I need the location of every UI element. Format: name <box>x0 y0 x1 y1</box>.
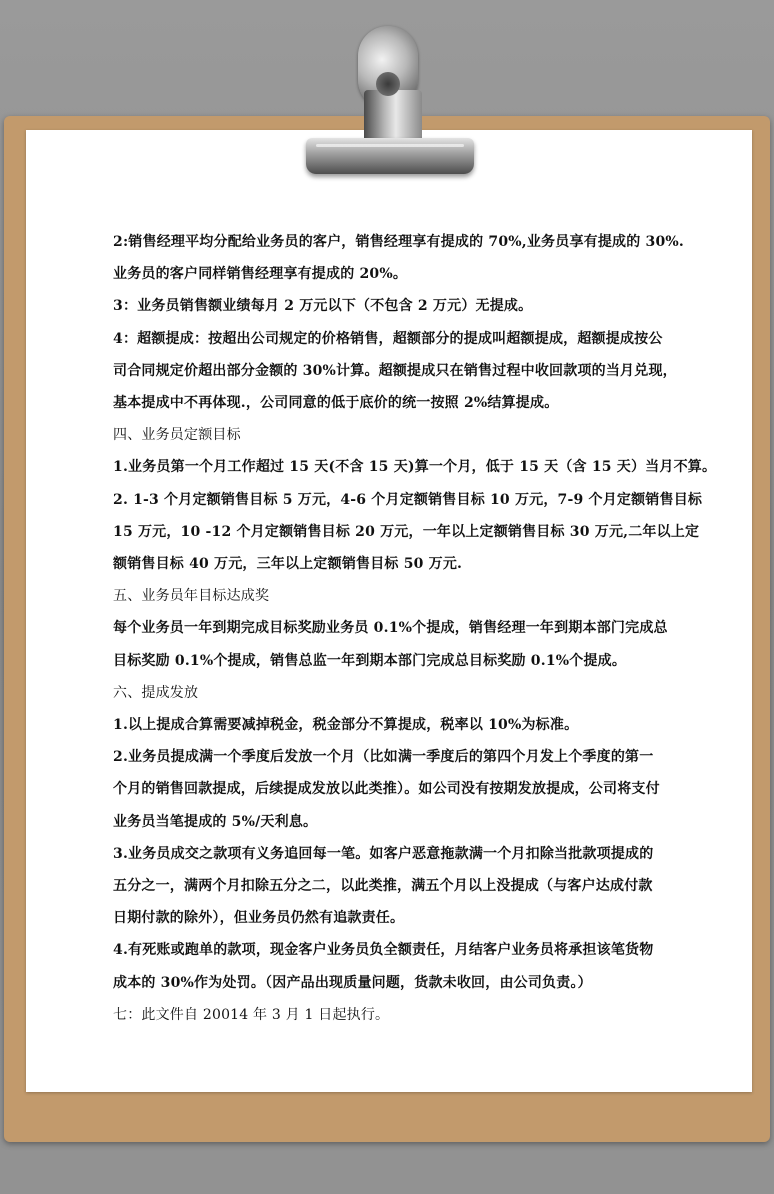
text-line: 个月的销售回款提成，后续提成发放以此类推）。如公司没有按期发放提成，公司将支付 <box>113 781 660 798</box>
text-line: 业务员当笔提成的 5%/天利息。 <box>113 813 318 830</box>
text-line: 4：超额提成：按超出公司规定的价格销售，超额部分的提成叫超额提成，超额提成按公 <box>113 330 663 347</box>
text-line: 成本的 30%作为处罚。（因产品出现质量问题，货款未收回，由公司负责。） <box>113 974 592 991</box>
text-line: 司合同规定价超出部分金额的 30%计算。超额提成只在销售过程中收回款项的当月兑现， <box>113 362 677 379</box>
clip-ring-hole <box>376 72 400 96</box>
text-line: 4.有死账或跑单的款项，现金客户业务员负全额责任，月结客户业务员将承担该笔货物 <box>113 942 654 959</box>
text-line: 五分之一，满两个月扣除五分之二，以此类推，满五个月以上没提成（与客户达成付款 <box>113 878 653 895</box>
clip-highlight <box>316 144 464 147</box>
text-line: 基本提成中不再体现.，公司同意的低于底价的统一按照 2%结算提成。 <box>113 395 559 412</box>
text-line: 额销售目标 40 万元，三年以上定额销售目标 50 万元. <box>113 556 463 573</box>
text-line: 3：业务员销售额业绩每月 2 万元以下（不包含 2 万元）无提成。 <box>113 298 533 315</box>
text-line: 日期付款的除外），但业务员仍然有追款责任。 <box>113 910 405 927</box>
section-heading: 六、提成发放 <box>113 684 199 701</box>
text-line: 2.业务员提成满一个季度后发放一个月（比如满一季度后的第四个月发上个季度的第一 <box>113 749 654 766</box>
section-heading: 五、业务员年目标达成奖 <box>113 588 270 605</box>
section-heading: 七：此文件自 20014 年 3 月 1 日起执行。 <box>113 1006 390 1023</box>
section-heading: 四、业务员定额目标 <box>113 427 241 444</box>
text-line: 1.以上提成合算需要减掉税金，税金部分不算提成，税率以 10%为标准。 <box>113 717 579 734</box>
text-line: 2. 1-3 个月定额销售目标 5 万元，4-6 个月定额销售目标 10 万元，7-9 个月定额销售目标 <box>113 491 703 508</box>
document-body <box>113 226 717 1031</box>
text-line: 每个业务员一年到期完成目标奖励业务员 0.1%个提成，销售经理一年到期本部门完成总 <box>113 620 668 637</box>
text-line: 2:销售经理平均分配给业务员的客户，销售经理享有提成的 70%,业务员享有提成的 30%. <box>113 234 684 250</box>
text-line: 目标奖励 0.1%个提成，销售总监一年到期本部门完成总目标奖励 0.1%个提成。 <box>113 652 627 669</box>
text-line: 3.业务员成交之款项有义务追回每一笔。如客户恶意拖款满一个月扣除当批款项提成的 <box>113 845 654 862</box>
binder-clip <box>302 26 482 176</box>
text-line: 业务员的客户同样销售经理享有提成的 20%。 <box>113 266 408 283</box>
text-line: 15 万元，10 -12 个月定额销售目标 20 万元，一年以上定额销售目标 30 万元,二年以上定 <box>113 523 700 540</box>
text-line: 1.业务员第一个月工作超过 15 天(不含 15 天)算一个月，低于 15 天（含 15 天）当月不算。 <box>113 459 717 476</box>
